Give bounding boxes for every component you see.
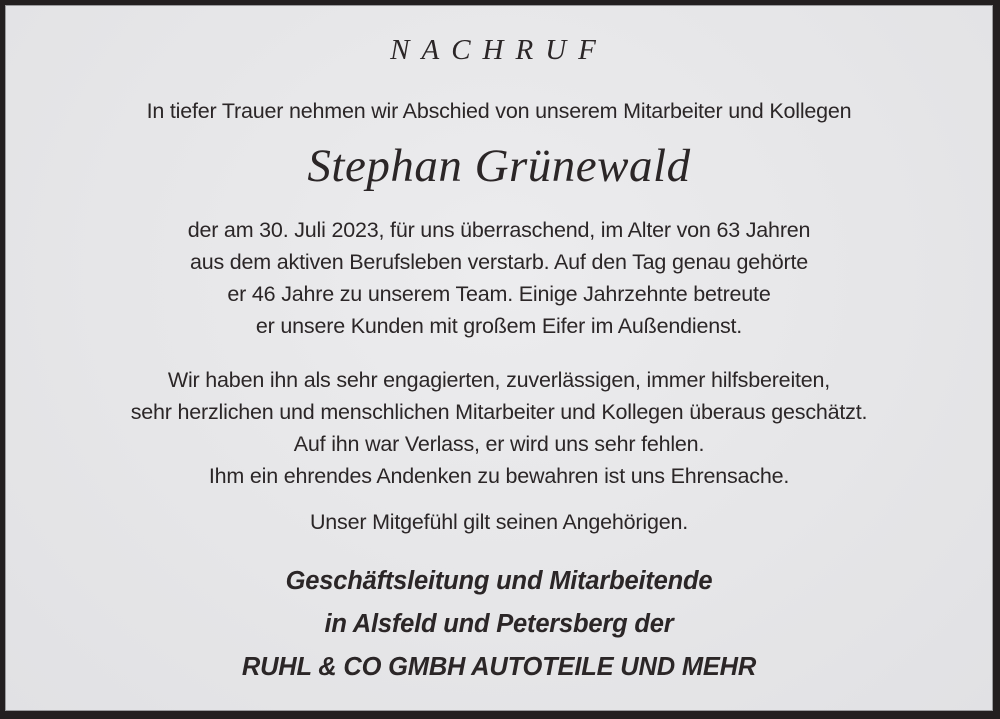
text-line: er 46 Jahre zu unserem Team. Einige Jahrzehnte betreute [227,282,771,306]
text-line: Auf ihn war Verlass, er wird uns sehr fehlen. [293,432,705,456]
intro-line: In tiefer Trauer nehmen wir Abschied von unserem Mitarbeiter und Kollegen [146,99,852,123]
obituary-paragraph-1 [6,214,992,342]
text-line: aus dem aktiven Berufsleben verstarb. Auf den Tag genau gehörte [189,250,809,274]
text-line: der am 30. Juli 2023, für uns überraschend, im Alter von 63 Jahren [187,218,811,242]
signature-line: Geschäftsleitung und Mitarbeitende [285,567,713,595]
text-line: er unsere Kunden mit großem Eifer im Außendienst. [255,314,743,338]
deceased-name: Stephan Grünewald [307,140,691,192]
obituary-paragraph-2 [6,364,992,492]
signature-block [6,560,992,689]
text-line: Ihm ein ehrendes Andenken zu bewahren ist uns Ehrensache. [208,464,790,488]
company-name: RUHL & CO GMBH AUTOTEILE UND MEHR [241,653,757,681]
text-line: Wir haben ihn als sehr engagierten, zuverlässigen, immer hilfsbereiten, [167,368,831,392]
text-line: sehr herzlichen und menschlichen Mitarbeiter und Kollegen überaus geschätzt. [130,400,868,424]
signature-line: in Alsfeld und Petersberg der [324,610,674,638]
obituary-notice [5,5,993,711]
obituary-heading: NACHRUF [390,34,608,66]
condolence-line: Unser Mitgefühl gilt seinen Angehörigen. [309,510,689,534]
